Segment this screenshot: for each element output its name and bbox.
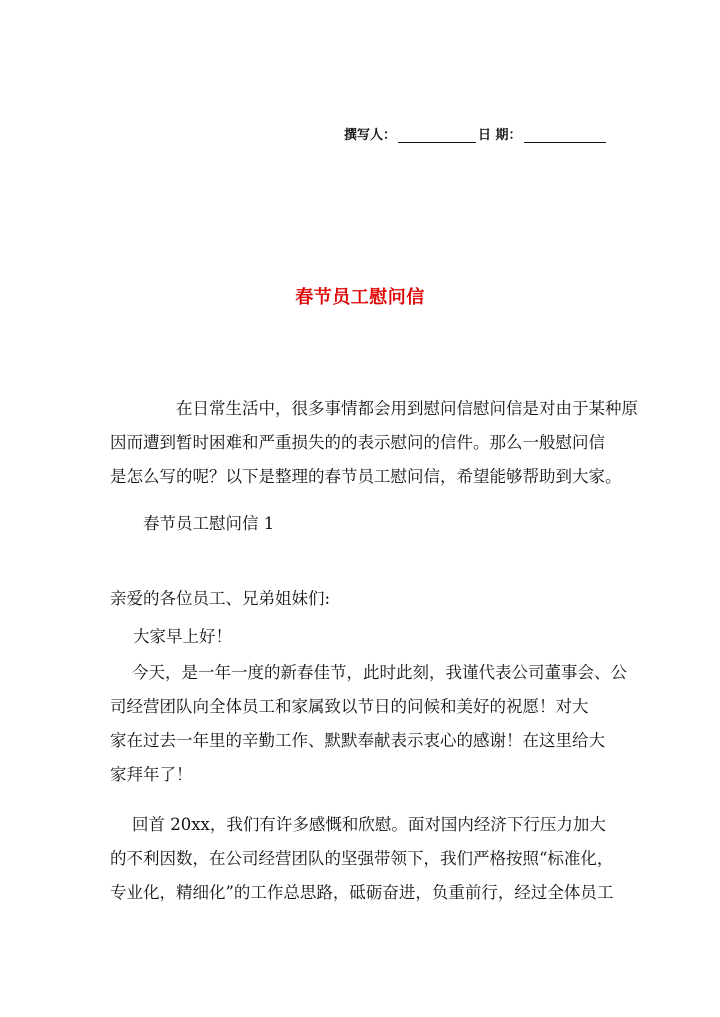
intro-line: 在日常生活中，很多事情都会用到慰问信慰问信是对由于某种原 (176, 399, 638, 418)
document-title: 春节员工慰问信 (295, 287, 425, 308)
intro-line: 是怎么写的呢？以下是整理的春节员工慰问信，希望能够帮助到大家。 (110, 467, 622, 486)
paragraph-line: 司经营团队向全体员工和家属致以节日的问候和美好的祝愿！对大 (110, 697, 589, 716)
author-blank (398, 128, 476, 143)
paragraph-line: 的不利因数，在公司经营团队的坚强带领下，我们严格按照“标准化， (110, 849, 614, 868)
paragraph-line: 家拜年了！ (110, 765, 193, 784)
letter-paragraph-1 (110, 656, 627, 792)
author-date-line (344, 124, 624, 143)
paragraph-line: 家在过去一年里的辛勤工作、默默奉献表示衷心的感谢！在这里给大 (110, 731, 605, 750)
paragraph-line: 回首 20xx，我们有许多感慨和欣慰。面对国内经济下行压力加大 (132, 815, 606, 834)
date-blank (524, 128, 606, 143)
date-label: 日 期： (478, 128, 522, 143)
paragraph-line: 专业化，精细化”的工作总思路，砥砺奋进，负重前行，经过全体员工 (110, 883, 614, 902)
paragraph-line: 今天，是一年一度的新春佳节，此时此刻，我谨代表公司董事会、公 (132, 663, 627, 682)
letter-paragraph-2 (110, 808, 614, 910)
author-label: 撰写人： (344, 128, 397, 143)
intro-line: 因而遭到暂时困难和严重损失的的表示慰问的信件。那么一般慰问信 (110, 433, 605, 452)
letter-salutation: 亲爱的各位员工、兄弟姐妹们: (110, 589, 331, 608)
intro-paragraph (110, 392, 638, 494)
letter-greeting: 大家早上好！ (133, 627, 232, 646)
letter-subheading: 春节员工慰问信 1 (143, 514, 275, 533)
